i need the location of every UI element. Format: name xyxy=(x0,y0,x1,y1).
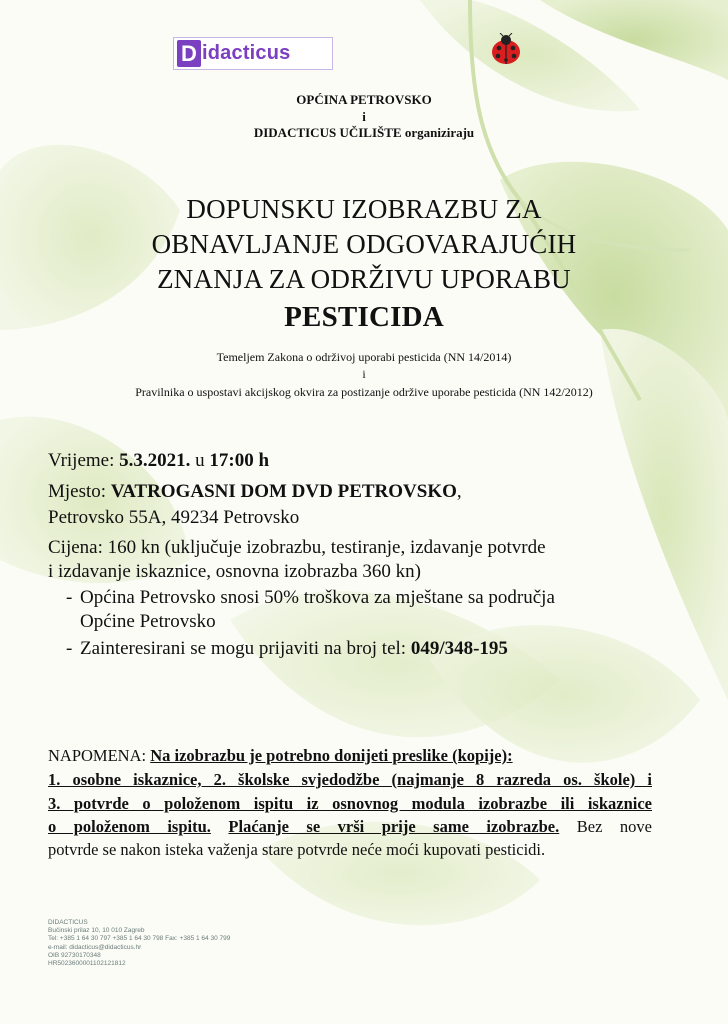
phone-number: 049/348-195 xyxy=(410,638,508,659)
note-line-1 xyxy=(48,744,652,767)
note-line-1-text: Na izobrazbu je potrebno donijeti preslike (kopije): xyxy=(150,746,513,765)
note-line-4-part-1: o položenom ispitu. xyxy=(48,817,211,836)
time-label: Vrijeme: xyxy=(48,450,120,471)
bullet-dash-1: - xyxy=(66,587,73,608)
place-comma: , xyxy=(456,481,462,502)
note-line-2 xyxy=(48,768,652,791)
note-line-4 xyxy=(48,815,652,838)
legal-basis-law: Temeljem Zakona o održivoj uporabi pesticida (NN 14/2014) xyxy=(216,350,512,364)
bullet-2 xyxy=(80,637,508,661)
footer-company: DIDACTICUS xyxy=(48,919,88,926)
time-value: 17:00 h xyxy=(209,450,270,471)
title-line-3: ZNANJA ZA ODRŽIVU UPORABU xyxy=(157,264,571,294)
date-value: 5.3.2021. xyxy=(119,450,191,471)
bullet-dash-2: - xyxy=(66,638,73,659)
logo-initial: D xyxy=(177,40,201,67)
legal-basis-conjunction: i xyxy=(362,367,366,381)
title-line-1: DOPUNSKU IZOBRAZBU ZA xyxy=(186,194,542,224)
footer-phone: Tel: +385 1 64 30 797 +385 1 64 30 798 Fax: +385 1 64 30 799 xyxy=(48,935,231,943)
bullet-2-text: Zainteresirani se mogu prijaviti na broj tel: xyxy=(80,638,411,659)
price-line-1: Cijena: 160 kn (uključuje izobrazbu, testiranje, izdavanje potvrde xyxy=(48,537,546,558)
note-line-4-rest: Bez nove xyxy=(576,817,652,836)
legal-basis-regulation: Pravilnika o uspostavi akcijskog okvira za postizanje održive uporabe pesticida (NN 142/2012) xyxy=(135,385,593,399)
organizer-conjunction: i xyxy=(362,109,366,124)
logo-text: idacticus xyxy=(202,42,291,64)
place-label: Mjesto: xyxy=(48,481,111,502)
note-line-4-part-2: Plaćanje se vrši prije same izobrazbe. xyxy=(228,817,560,836)
bullet-1-line-2: Općine Petrovsko xyxy=(80,611,216,632)
note-line-3-text: 3. potvrde o položenom ispitu iz osnovnog modula izobrazbe ili iskaznice xyxy=(48,794,652,813)
note-label: NAPOMENA: xyxy=(48,746,147,765)
bullet-1-line-1: Općina Petrovsko snosi 50% troškova za mještane sa područja xyxy=(80,587,555,608)
didacticus-logo xyxy=(173,37,333,70)
footer-email: e-mail: didacticus@didacticus.hr xyxy=(48,943,142,951)
note-line-2-text: 1. osobne iskaznice, 2. školske svjedodžbe (najmanje 8 razreda os. škole) i xyxy=(48,770,652,789)
note-line-5: potvrde se nakon isteka važenja stare potvrde neće moći kupovati pesticidi. xyxy=(48,840,546,859)
footer-iban: HR5023600001102121812 xyxy=(48,960,126,968)
note-line-3 xyxy=(48,792,652,815)
organizer-2: DIDACTICUS UČILIŠTE organiziraju xyxy=(253,125,475,140)
place-value: VATROGASNI DOM DVD PETROVSKO xyxy=(110,481,457,502)
place-row xyxy=(48,480,462,504)
address: Petrovsko 55A, 49234 Petrovsko xyxy=(48,507,300,528)
footer-oib: OIB 92730170348 xyxy=(48,951,101,959)
footer-contact xyxy=(48,919,230,968)
price-line-2: i izdavanje iskaznice, osnovna izobrazba 360 kn) xyxy=(48,561,421,582)
time-row xyxy=(48,449,269,473)
ladybug-icon xyxy=(488,33,524,67)
footer-address: Bučinski prilaz 10, 10 010 Zagreb xyxy=(48,927,145,935)
time-separator: u xyxy=(190,450,210,471)
title-line-2: OBNAVLJANJE ODGOVARAJUĆIH xyxy=(151,229,577,259)
title-line-4: PESTICIDA xyxy=(284,301,444,333)
organizer-1: OPĆINA PETROVSKO xyxy=(296,92,432,107)
